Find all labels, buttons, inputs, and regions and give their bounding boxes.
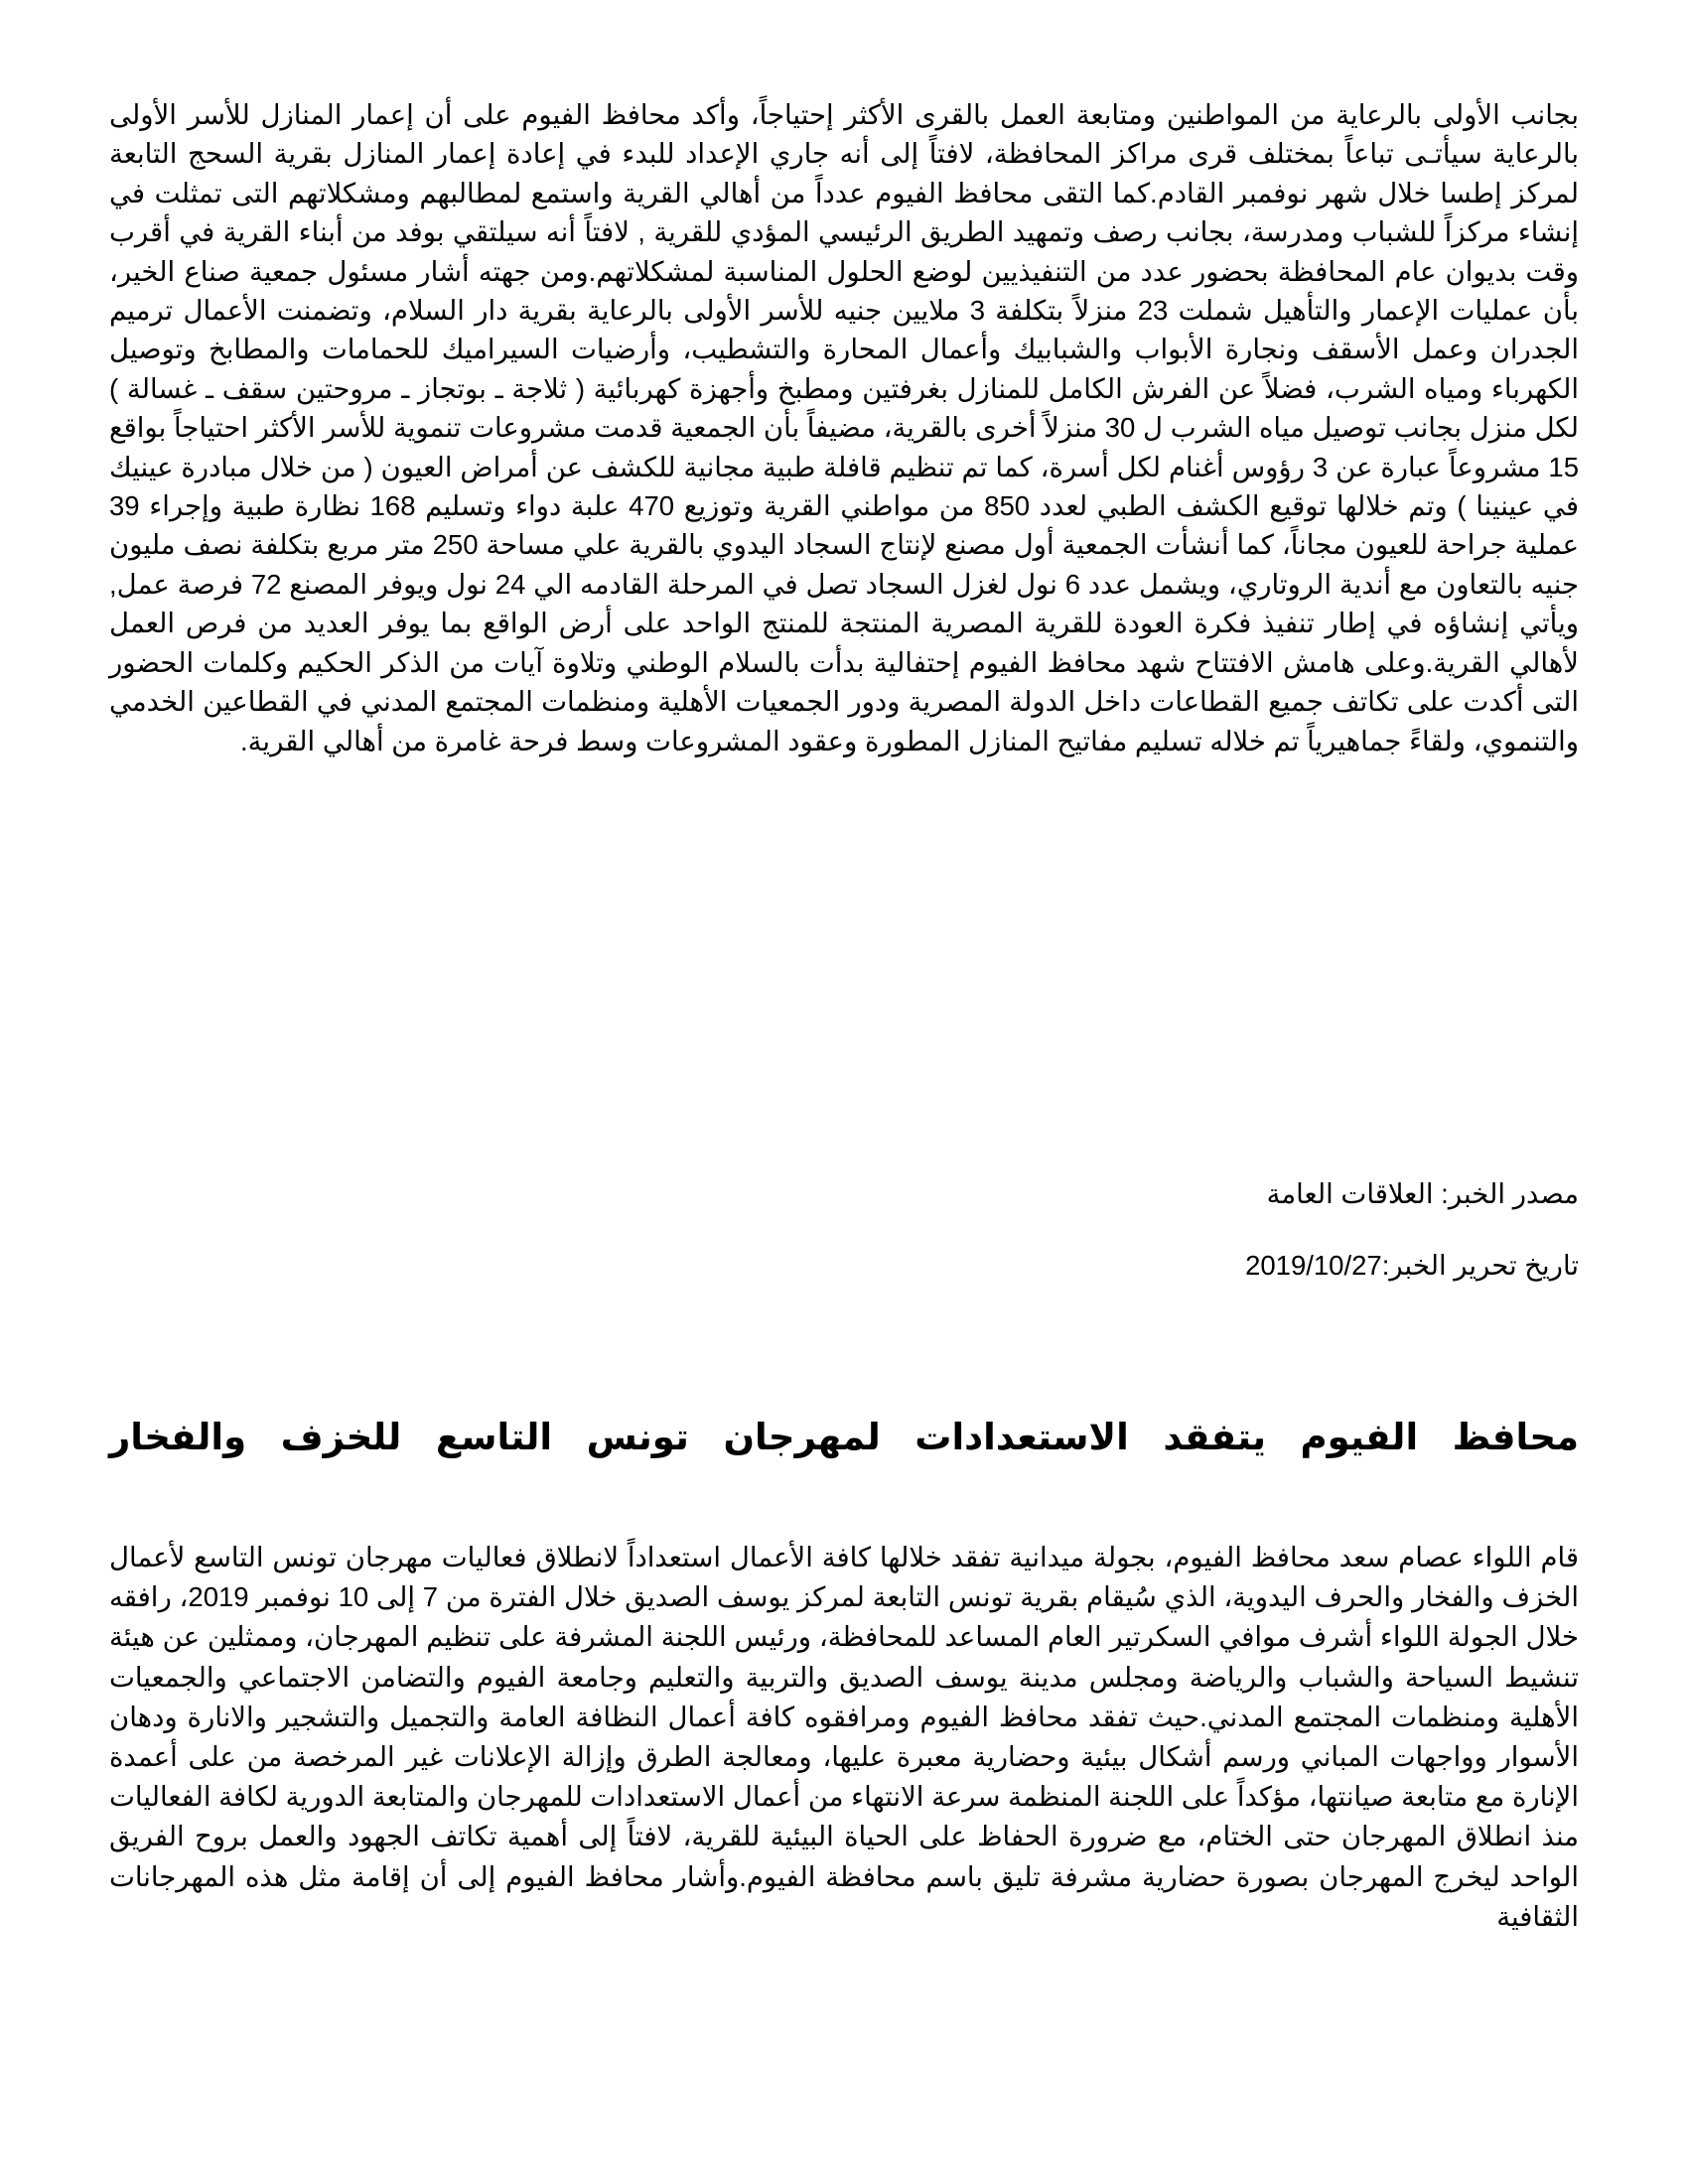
news-source: مصدر الخبر: العلاقات العامة (1266, 1178, 1579, 1209)
news-date: تاريخ تحرير الخبر:2019/10/27 (1245, 1250, 1579, 1281)
article-2-body: قام اللواء عصام سعد محافظ الفيوم، بجولة ميدانية تفقد خلالها كافة الأعمال استعداداً لانطلاق فعاليات مهرجان تونس التاسع لأعمال الخزف والفخار والحرف اليدوية، الذي سُيقام بقرية تونس التابعة لمركز يوسف الصديق خلال الفترة من 7 إلى 10 نوفمبر 2019، رافقه خلال الجولة اللواء أشرف موافي السكرتير العام المساعد للمحافظة، ورئيس اللجنة المشرفة على تنظيم المهرجان، وممثلين عن هيئة تنشيط السياحة والشباب والرياضة ومجلس مدينة يوسف الصديق والتربية والتعليم وجامعة الفيوم والتضامن الاجتماعي والجمعيات الأهلية ومنظمات المجتمع المدني.حيث تفقد محافظ الفيوم ومرافقوه كافة أعمال النظافة العامة والتجميل والتشجير والانارة ودهان الأسوار وواجهات المباني ورسم أشكال بيئية وحضارية معبرة عليها، ومعالجة الطرق وإزالة الإعلانات غير المرخصة من على أعمدة الإنارة مع متابعة صيانتها، مؤكداً على اللجنة المنظمة سرعة الانتهاء من أعمال الاستعدادات للمهرجان والمتابعة الدورية لكافة الفعاليات منذ انطلاق المهرجان حتى الختام، مع ضرورة الحفاظ على الحياة البيئية للقرية، لافتاً إلى أهمية تكاتف الجهود والعمل بروح الفريق الواحد ليخرج المهرجان بصورة حضارية مشرفة تليق باسم محافظة الفيوم.وأشار محافظ الفيوم إلى أن إقامة مثل هذه المهرجانات الثقافية (109, 1542, 1579, 1932)
article-1-body: بجانب الأولى بالرعاية من المواطنين ومتابعة العمل بالقرى الأكثر إحتياجاً، وأكد محافظ الفيوم على أن إعمار المنازل للأسر الأولى بالرعاية سيأتـى تباعاً بمختلف قرى مراكز المحافظة، لافتاً إلى أنه جاري الإعداد للبدء في إعادة إعمار المنازل بقرية السحج التابعة لمركز إطسا خلال شهر نوفمبر القادم.كما التقى محافظ الفيوم عدداً من أهالي القرية واستمع لمطالبهم ومشكلاتهم التى تمثلت في إنشاء مركزاً للشباب ومدرسة، بجانب رصف وتمهيد الطريق الرئيسي المؤدي للقرية , لافتاً أنه سيلتقي بوفد من أبناء القرية في أقرب وقت بديوان عام المحافظة بحضور عدد من التنفيذيين لوضع الحلول المناسبة لمشكلاتهم.ومن جهته أشار مسئول جمعية صناع الخير، بأن عمليات الإعمار والتأهيل شملت 23 منزلاً بتكلفة 3 ملايين جنيه للأسر الأولى بالرعاية بقرية دار السلام، وتضمنت الأعمال ترميم الجدران وعمل الأسقف ونجارة الأبواب والشبابيك وأعمال المحارة والتشطيب، وأرضيات السيراميك للحمامات والمطابخ وتوصيل الكهرباء ومياه الشرب، فضلاً عن الفرش الكامل للمنازل بغرفتين ومطبخ وأجهزة كهربائية ( ثلاجة ـ بوتجاز ـ مروحتين سقف ـ غسالة ) لكل منزل بجانب توصيل مياه الشرب ل 30 منزلاً أخرى بالقرية، مضيفاً بأن الجمعية قدمت مشروعات تنموية للأسر الأكثر احتياجاً بواقع 15 مشروعاً عبارة عن 3 رؤوس أغنام لكل أسرة، كما تم تنظيم قافلة طبية مجانية للكشف عن أمراض العيون ( من خلال مبادرة عينيك في عينينا ) وتم خلالها توقيع الكشف الطبي لعدد 850 من مواطني القرية وتوزيع 470 علبة دواء وتسليم 168 نظارة طبية وإجراء 39 عملية جراحة للعيون مجاناً، كما أنشأت الجمعية أول مصنع لإنتاج السجاد اليدوي بالقرية علي مساحة 250 متر مربع بتكلفة نصف مليون جنيه بالتعاون مع أندية الروتاري، ويشمل عدد 6 نول لغزل السجاد تصل في المرحلة القادمه الي 24 نول ويوفر المصنع 72 فرصة عمل, ويأتي إنشاؤه في إطار تنفيذ فكرة العودة للقرية المصرية المنتجة للمنتج الواحد على أرض الواقع بما يوفر العديد من فرص العمل لأهالي القرية.وعلى هامش الافتتاح شهد محافظ الفيوم إحتفالية بدأت بالسلام الوطني وتلاوة آيات من الذكر الحكيم وكلمات الحضور التى أكدت على تكاتف جميع القطاعات داخل الدولة المصرية ودور الجمعيات الأهلية ومنظمات المجتمع المدني في القطاعين الخدمي والتنموي، ولقاءً جماهيرياً تم خلاله تسليم مفاتيح المنازل المطورة وعقود المشروعات وسط فرحة غامرة من أهالي القرية. (109, 99, 1580, 756)
article-2-headline: محافظ الفيوم يتفقد الاستعدادات لمهرجان تونس التاسع للخزف والفخار (109, 1417, 1579, 1457)
